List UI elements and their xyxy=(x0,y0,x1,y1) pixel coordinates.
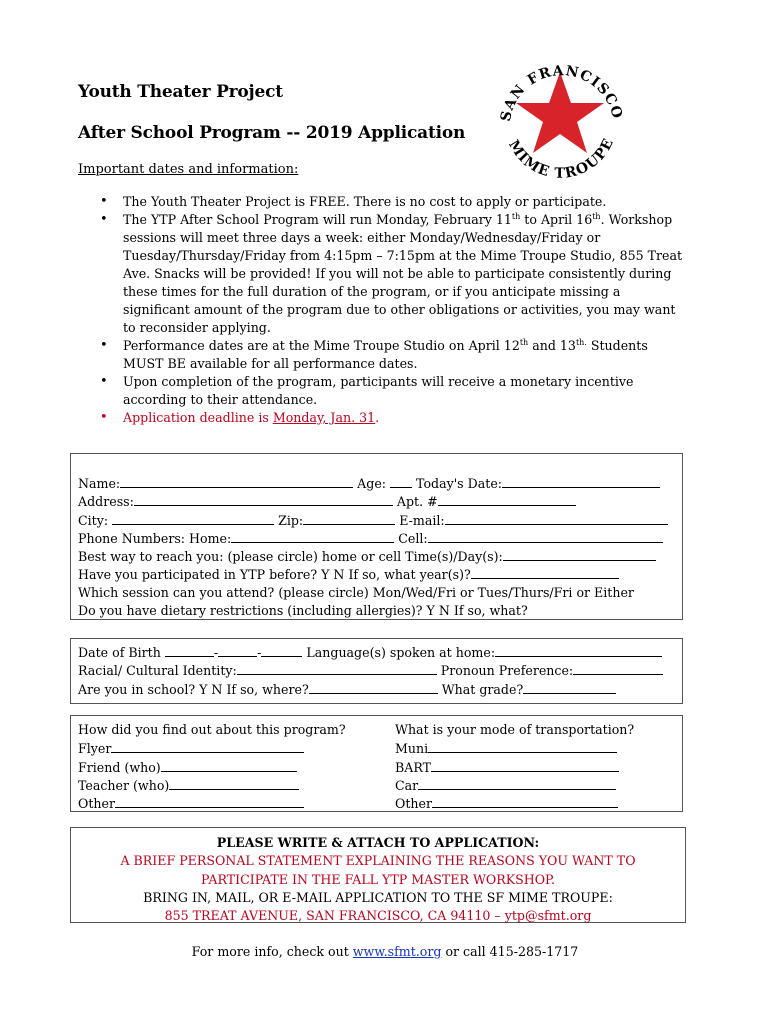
pronoun-field[interactable] xyxy=(573,661,663,675)
referral-column: How did you find out about this program? Flyer Friend (who) Teacher (who) Other xyxy=(78,722,346,812)
attach-heading: PLEASE WRITE & ATTACH TO APPLICATION: xyxy=(216,835,540,850)
footer-info: For more info, check out www.sfmt.org or call 415-285-1717 xyxy=(191,944,579,959)
website-link[interactable]: www.sfmt.org xyxy=(352,944,442,959)
personal-statement-note: A BRIEF PERSONAL STATEMENT EXPLAINING THE REASONS YOU WANT TO PARTICIPATE IN THE FALL YTP MASTER WORKSHOP. xyxy=(120,853,636,887)
zip-field[interactable] xyxy=(303,511,395,525)
transport-column: What is your mode of transportation? Muni BART Car Other xyxy=(395,722,635,812)
referral-question: How did you find out about this program? xyxy=(78,722,346,737)
muni-field[interactable] xyxy=(428,739,617,753)
referral-transport-section xyxy=(70,715,683,812)
transport-question: What is your mode of transportation? xyxy=(395,722,635,737)
dob-day-field[interactable] xyxy=(218,643,257,657)
submit-instructions: BRING IN, MAIL, OR E-MAIL APPLICATION TO THE SF MIME TROUPE: xyxy=(143,889,613,905)
contact-pref-row: Best way to reach you: (please circle) home or cell Time(s)/Day(s): xyxy=(78,547,682,565)
bullet-incentive: • Upon completion of the program, participants will receive a monetary incentive according to their attendance. xyxy=(100,373,685,409)
identity-field[interactable] xyxy=(237,661,437,675)
email-field[interactable] xyxy=(445,511,668,525)
transport-other-field[interactable] xyxy=(432,794,618,808)
apt-field[interactable] xyxy=(438,492,576,506)
age-field[interactable] xyxy=(390,474,412,488)
todays-date-field[interactable] xyxy=(502,474,660,488)
logo-bottom-text: MIME TROUPE xyxy=(505,135,618,182)
bullet-deadline: • Application deadline is Monday, Jan. 31. xyxy=(100,409,685,427)
dob-month-field[interactable] xyxy=(165,643,214,657)
cell-phone-field[interactable] xyxy=(428,529,663,543)
svg-text:MIME TROUPE xyxy=(505,135,617,181)
important-heading: Important dates and information: xyxy=(78,162,299,177)
bullet-schedule: • The YTP After School Program will run Monday, February 11th to April 16th. Workshop sessions will meet three days a week: either Monday/Wednesday/Friday or Tuesday/Thursday/Friday from 4:15pm – 7:15pm at the Mime Troupe Studio, 855 Treat Ave. Snacks will be provided! If you will not be able to participate consistently during these times for the full duration of the program, or if you anticipate missing a significant amount of the program due to other obligations or activities, you may want to reconsider applying. xyxy=(100,211,685,337)
sf-mime-troupe-logo xyxy=(490,50,630,190)
bullet-performance: • Performance dates are at the Mime Troupe Studio on April 12th and $13^{th.}$ Students MUST BE available for all performance dates. xyxy=(100,337,685,373)
address-row: Address: Apt. # xyxy=(78,492,682,510)
city-row: City: Zip: E-mail: xyxy=(78,511,682,529)
teacher-field[interactable] xyxy=(169,776,299,790)
dob-row: Date of Birth - - Language(s) spoken at home: xyxy=(78,643,682,661)
contact-info-section xyxy=(70,453,683,620)
participated-row: Have you participated in YTP before? Y N If so, what year(s)? xyxy=(78,565,682,583)
mail-address: 855 TREAT AVENUE, SAN FRANCISCO, CA 94110 – ytp@sfmt.org xyxy=(164,908,592,924)
personal-info-section xyxy=(70,638,683,704)
program-title: Youth Theater Project xyxy=(78,82,283,102)
language-field[interactable] xyxy=(495,643,662,657)
identity-row: Racial/ Cultural Identity: Pronoun Preference: xyxy=(78,661,682,679)
school-row: Are you in school? Y N If so, where? What grade? xyxy=(78,680,682,698)
referral-other-field[interactable] xyxy=(115,794,304,808)
school-field[interactable] xyxy=(309,680,438,694)
attach-instructions xyxy=(70,827,686,923)
bullet-free: • The Youth Theater Project is FREE. There is no cost to apply or participate. xyxy=(100,193,685,211)
deadline-date: Monday, Jan. 31 xyxy=(272,410,376,425)
dietary-row: Do you have dietary restrictions (including allergies)? Y N If so, what? xyxy=(78,603,528,619)
phone-row: Phone Numbers: Home: Cell: xyxy=(78,529,682,547)
flyer-field[interactable] xyxy=(111,739,304,753)
friend-field[interactable] xyxy=(161,758,297,772)
car-field[interactable] xyxy=(418,776,616,790)
name-row: Name: Age: Today's Date: xyxy=(78,474,682,492)
year-field[interactable] xyxy=(471,565,619,579)
info-bullet-list xyxy=(100,193,685,427)
session-row: Which session can you attend? (please circle) Mon/Wed/Fri or Tues/Thurs/Fri or Either xyxy=(78,584,634,600)
name-field[interactable] xyxy=(120,474,353,488)
time-day-field[interactable] xyxy=(503,547,656,561)
grade-field[interactable] xyxy=(523,680,616,694)
logo-top-text: SAN FRANCISCO xyxy=(497,63,626,123)
dob-year-field[interactable] xyxy=(261,643,302,657)
city-field[interactable] xyxy=(112,511,274,525)
home-phone-field[interactable] xyxy=(231,529,394,543)
application-title: After School Program -- 2019 Application xyxy=(78,123,466,143)
address-field[interactable] xyxy=(134,492,393,506)
bart-field[interactable] xyxy=(431,758,619,772)
